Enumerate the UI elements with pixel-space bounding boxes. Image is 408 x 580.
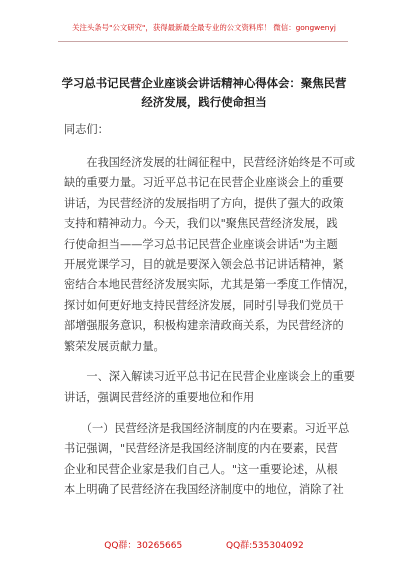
text-line: 探讨如何更好地支持民营经济发展，同时引导我们党员干 [64, 298, 344, 312]
text-line: 书记强调，"民营经济是我国经济制度的内在要素，民营 [64, 442, 338, 456]
promo-banner: 关注头条号"公文研究"，获得最新最全最专业的公文资料库！ 微信：gongwenyj [72, 23, 336, 32]
text-line: 支持和精神动力。今天，我们以"聚焦民营经济发展，践 [64, 217, 338, 231]
text-line: 在我国经济发展的壮阔征程中，民营经济始终是不可或 [64, 155, 355, 169]
text-line: 讲话，为民营经济的发展指明了方向，提供了强大的政策 [64, 196, 344, 210]
text-line: 行使命担当——学习总书记民营企业座谈会讲话"为主题 [64, 237, 338, 251]
text-line: 部增强服务意识，积极构建亲清政商关系，为民营经济的 [64, 319, 344, 333]
text-line: 讲话，强调民营经济的重要地位和作用 [64, 390, 255, 404]
text-line: （一）民营经济是我国经济制度的内在要素。习近平总 [64, 421, 350, 435]
title-line-1: 学习总书记民营企业座谈会讲话精神心得体会：聚焦民营 [61, 76, 347, 90]
qq-group-2: QQ群:535304092 [225, 541, 304, 551]
paragraph-subsection-1 [64, 419, 350, 501]
title-line-2: 经济发展，践行使命担当 [141, 95, 267, 109]
qq-group-1: QQ群：30265665 [104, 541, 183, 551]
text-line: 一、深入解读习近平总书记在民营企业座谈会上的重要 [64, 370, 355, 384]
text-line: 密结合本地民营经济发展实际，尤其是第一季度工作情况， [64, 278, 355, 292]
text-line: 企业和民营企业家是我们自己人。"这一重要论述，从根 [64, 462, 338, 476]
text-line: 繁荣发展贡献力量。 [64, 339, 165, 353]
text-line: 本上明确了民营经济在我国经济制度中的地位，消除了社 [64, 483, 344, 496]
text-line: 缺的重要力量。习近平总书记在民营企业座谈会上的重要 [64, 176, 344, 190]
salutation: 同志们： [64, 123, 109, 136]
document-title [56, 74, 352, 112]
section-heading-1 [64, 367, 355, 408]
document-body [64, 120, 355, 500]
text-line: 开展党课学习，目的就是要深入领会总书记讲话精神，紧 [64, 257, 344, 271]
header-divider [58, 41, 348, 42]
footer-contact [0, 540, 408, 552]
paragraph-intro [64, 153, 355, 357]
